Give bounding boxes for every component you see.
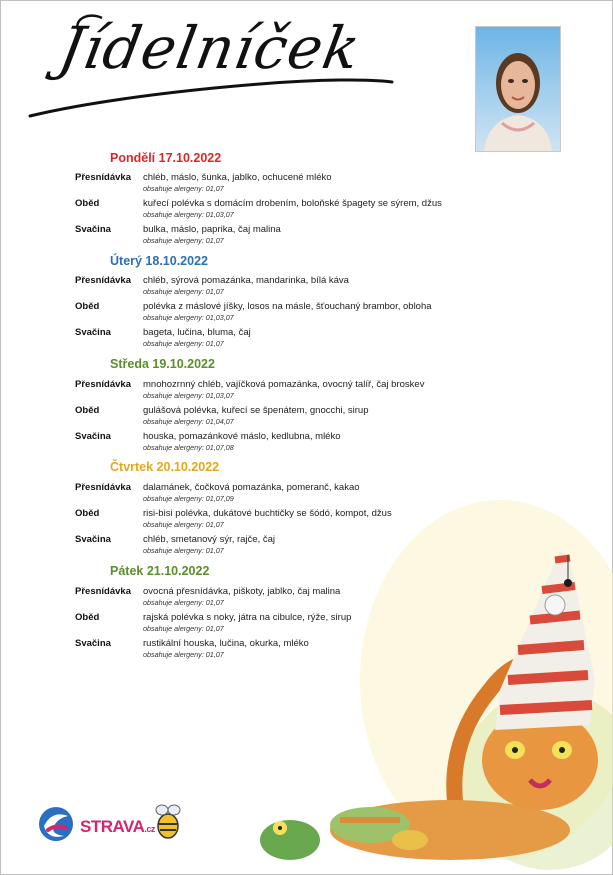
meal-label: Přesnídávka [75,275,131,286]
meal-food: rustikální houska, lučina, okurka, mléko [143,638,309,649]
meal-food: chléb, smetanový sýr, rajče, čaj [143,534,275,545]
page-title: Jídelníček [54,14,366,82]
meal-allergens: obsahuje alergeny: 01,07 [143,236,224,245]
meal-label: Oběd [75,198,100,209]
meal-label: Svačina [75,638,111,649]
strava-brand: STRAVA [80,817,145,836]
meal-label: Přesnídávka [75,586,131,597]
meal-label: Svačina [75,431,111,442]
meal-allergens: obsahuje alergeny: 01,07 [143,598,224,607]
meal-label: Oběd [75,612,100,623]
meal-allergens: obsahuje alergeny: 01,07 [143,520,224,529]
meal-food: rajská polévka s noky, játra na cibulce, rýže, sirup [143,612,352,623]
meal-allergens: obsahuje alergeny: 01,07,08 [143,443,234,452]
meal-allergens: obsahuje alergeny: 01,07 [143,546,224,555]
day-heading-thursday: Čtvrtek 20.10.2022 [110,460,220,474]
meal-allergens: obsahuje alergeny: 01,07 [143,624,224,633]
meal-label: Svačina [75,534,111,545]
meal-allergens: obsahuje alergeny: 01,07 [143,287,224,296]
meal-allergens: obsahuje alergeny: 01,07 [143,184,224,193]
bee-mascot-icon [154,800,182,840]
strava-suffix: .cz [144,824,155,834]
meal-allergens: obsahuje alergeny: 01,07 [143,650,224,659]
meal-label: Přesnídávka [75,379,131,390]
meal-label: Oběd [75,405,100,416]
meal-label: Svačina [75,327,111,338]
meal-food: gulášová polévka, kuřecí se špenátem, gnocchi, sirup [143,405,369,416]
meal-food: bageta, lučina, bluma, čaj [143,327,251,338]
meal-label: Přesnídávka [75,172,131,183]
meal-allergens: obsahuje alergeny: 01,03,07 [143,391,234,400]
meal-food: ovocná přesnídávka, piškoty, jablko, čaj malina [143,586,341,597]
meal-food: polévka z máslové jíšky, losos na másle, šťouchaný brambor, obloha [143,301,432,312]
meal-food: chléb, sýrová pomazánka, mandarinka, bílá káva [143,275,349,286]
day-heading-monday: Pondělí 17.10.2022 [110,151,222,165]
meal-label: Přesnídávka [75,482,131,493]
meal-allergens: obsahuje alergeny: 01,07 [143,339,224,348]
cat-illustration [250,360,613,875]
meal-label: Oběd [75,301,100,312]
meal-food: dalamánek, čočková pomazánka, pomeranč, kakao [143,482,360,493]
meal-food: risi-bisi polévka, dukátové buchtičky se šódó, kompot, džus [143,508,392,519]
meal-allergens: obsahuje alergeny: 01,07,09 [143,494,234,503]
day-heading-tuesday: Úterý 18.10.2022 [110,254,208,268]
meal-food: mnohozrnný chléb, vajíčková pomazánka, ovocný talíř, čaj broskev [143,379,425,390]
meal-food: bulka, máslo, paprika, čaj malina [143,224,281,235]
meal-food: kuřecí polévka s domácím drobením, boloňské špagety se sýrem, džus [143,198,442,209]
meal-allergens: obsahuje alergeny: 01,04,07 [143,417,234,426]
strava-swirl-icon [36,804,76,844]
day-heading-friday: Pátek 21.10.2022 [110,564,210,578]
meal-food: houska, pomazánkové máslo, kedlubna, mléko [143,431,341,442]
meal-label: Oběd [75,508,100,519]
day-heading-wednesday: Středa 19.10.2022 [110,357,215,371]
meal-food: chléb, máslo, šunka, jablko, ochucené mléko [143,172,332,183]
strava-logo [36,800,186,850]
meal-allergens: obsahuje alergeny: 01,03,07 [143,210,234,219]
meal-label: Svačina [75,224,111,235]
strava-logo-text [80,817,155,837]
meal-allergens: obsahuje alergeny: 01,03,07 [143,313,234,322]
